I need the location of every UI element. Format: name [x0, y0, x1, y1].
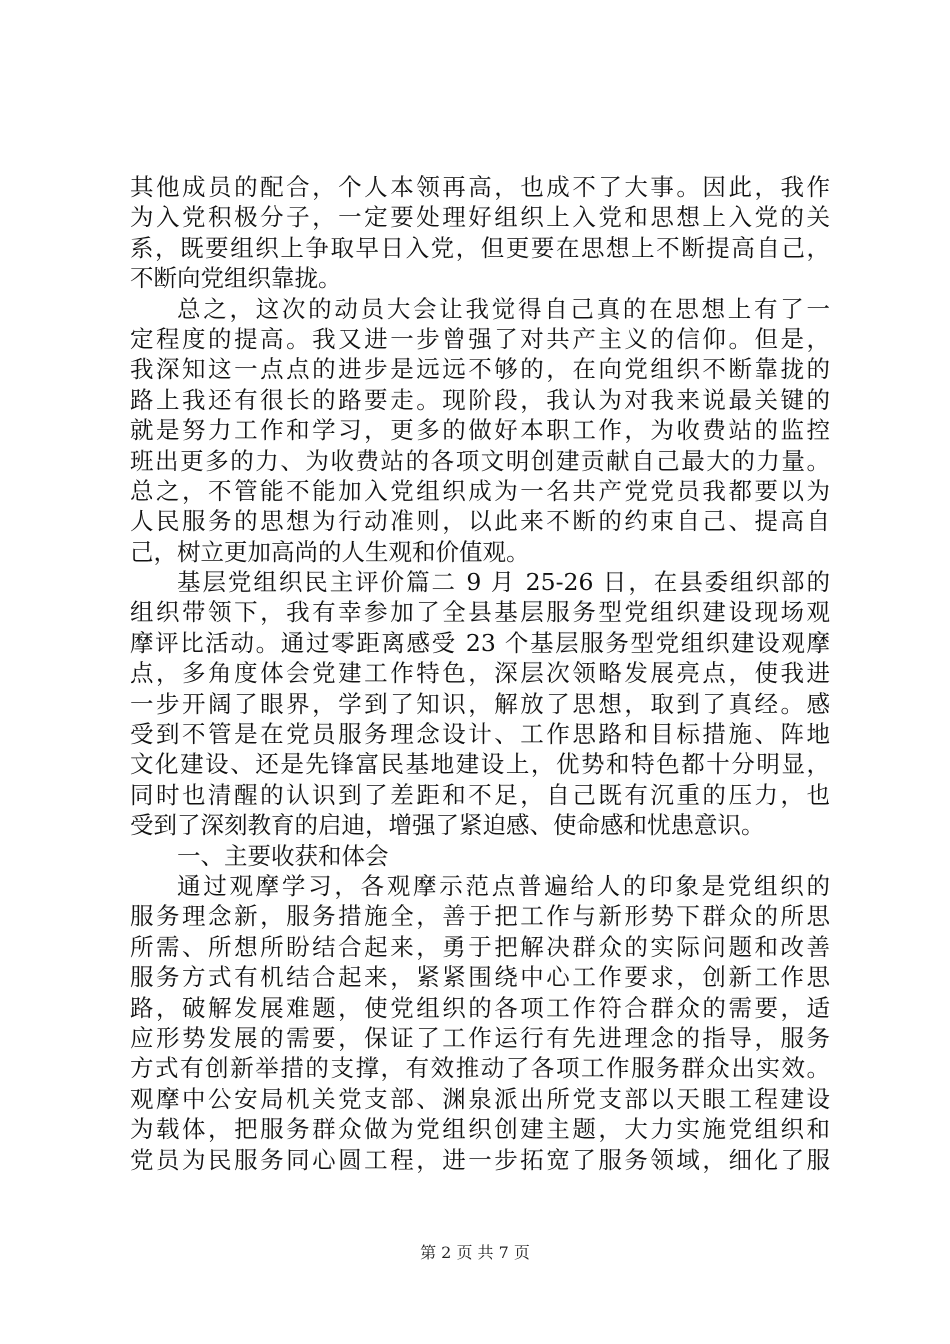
- text-line: 总之，不管能不能加入党组织成为一名共产党党员我都要以为: [130, 476, 830, 505]
- text-line: 受到了深刻教育的启迪，增强了紧迫感、使命感和忧患意识。: [130, 811, 765, 840]
- text-line: 观摩中公安局机关党支部、渊泉派出所党支部以天眼工程建设: [130, 1084, 830, 1113]
- text-line: 同时也清醒的认识到了差距和不足，自己既有沉重的压力，也: [130, 780, 830, 809]
- text-line: 路上我还有很长的路要走。现阶段，我认为对我来说最关键的: [130, 385, 830, 414]
- text-line: 班出更多的力、为收费站的各项文明创建贡献自己最大的力量。: [130, 446, 830, 475]
- text-line: 方式有创新举措的支撑，有效推动了各项工作服务群众出实效。: [130, 1054, 830, 1083]
- text-line: 不断向党组织靠拢。: [130, 264, 342, 293]
- text-line: 通过观摩学习，各观摩示范点普遍给人的印象是党组织的: [177, 871, 830, 900]
- text-line: 定程度的提高。我又进一步曾强了对共产主义的信仰。但是，: [130, 324, 830, 353]
- text-line: 服务方式有机结合起来，紧紧围绕中心工作要求，创新工作思: [130, 963, 830, 992]
- text-line: 文化建设、还是先锋富民基地建设上，优势和特色都十分明显，: [130, 750, 830, 779]
- text-line: 摩评比活动。通过零距离感受 23 个基层服务型党组织建设观摩: [130, 628, 830, 657]
- text-line: 我深知这一点点的进步是远远不够的，在向党组织不断靠拢的: [130, 355, 830, 384]
- text-line: 服务理念新，服务措施全，善于把工作与新形势下群众的所思: [130, 902, 830, 931]
- text-line: 一步开阔了眼界，学到了知识，解放了思想，取到了真经。感: [130, 689, 830, 718]
- text-line: 组织带领下，我有幸参加了全县基层服务型党组织建设现场观: [130, 598, 830, 627]
- text-line: 系，既要组织上争取早日入党，但更要在思想上不断提高自己，: [130, 233, 830, 262]
- text-line: 应形势发展的需要，保证了工作运行有先进理念的指导，服务: [130, 1023, 830, 1052]
- text-line: 其他成员的配合，个人本领再高，也成不了大事。因此，我作: [130, 173, 830, 201]
- text-line: 为入党积极分子，一定要处理好组织上入党和思想上入党的关: [130, 203, 830, 232]
- page-number-label: 第 2 页 共 7 页: [420, 1243, 530, 1262]
- text-line: 党员为民服务同心圆工程，进一步拓宽了服务领域，细化了服: [130, 1145, 830, 1174]
- text-line: 所需、所想所盼结合起来，勇于把解决群众的实际问题和改善: [130, 932, 830, 961]
- page-footer: [0, 1240, 950, 1263]
- text-line: 总之，这次的动员大会让我觉得自己真的在思想上有了一: [177, 294, 830, 323]
- text-line: 受到不管是在党员服务理念设计、工作思路和目标措施、阵地: [130, 720, 830, 749]
- text-line: 路，破解发展难题，使党组织的各项工作符合群众的需要，适: [130, 993, 830, 1022]
- document-body: [130, 172, 830, 1175]
- text-line: 己，树立更加高尚的人生观和价值观。: [130, 537, 530, 566]
- text-line: 为载体，把服务群众做为党组织创建主题，大力实施党组织和: [130, 1115, 830, 1144]
- text-line: 基层党组织民主评价篇二 9 月 25-26 日，在县委组织部的: [177, 568, 830, 597]
- text-line: 人民服务的思想为行动准则，以此来不断的约束自己、提高自: [130, 507, 830, 536]
- text-line: 就是努力工作和学习，更多的做好本职工作，为收费站的监控: [130, 416, 830, 445]
- text-line: 点，多角度体会党建工作特色，深层次领略发展亮点，使我进: [130, 659, 830, 688]
- text-line: 一、主要收获和体会: [177, 841, 389, 870]
